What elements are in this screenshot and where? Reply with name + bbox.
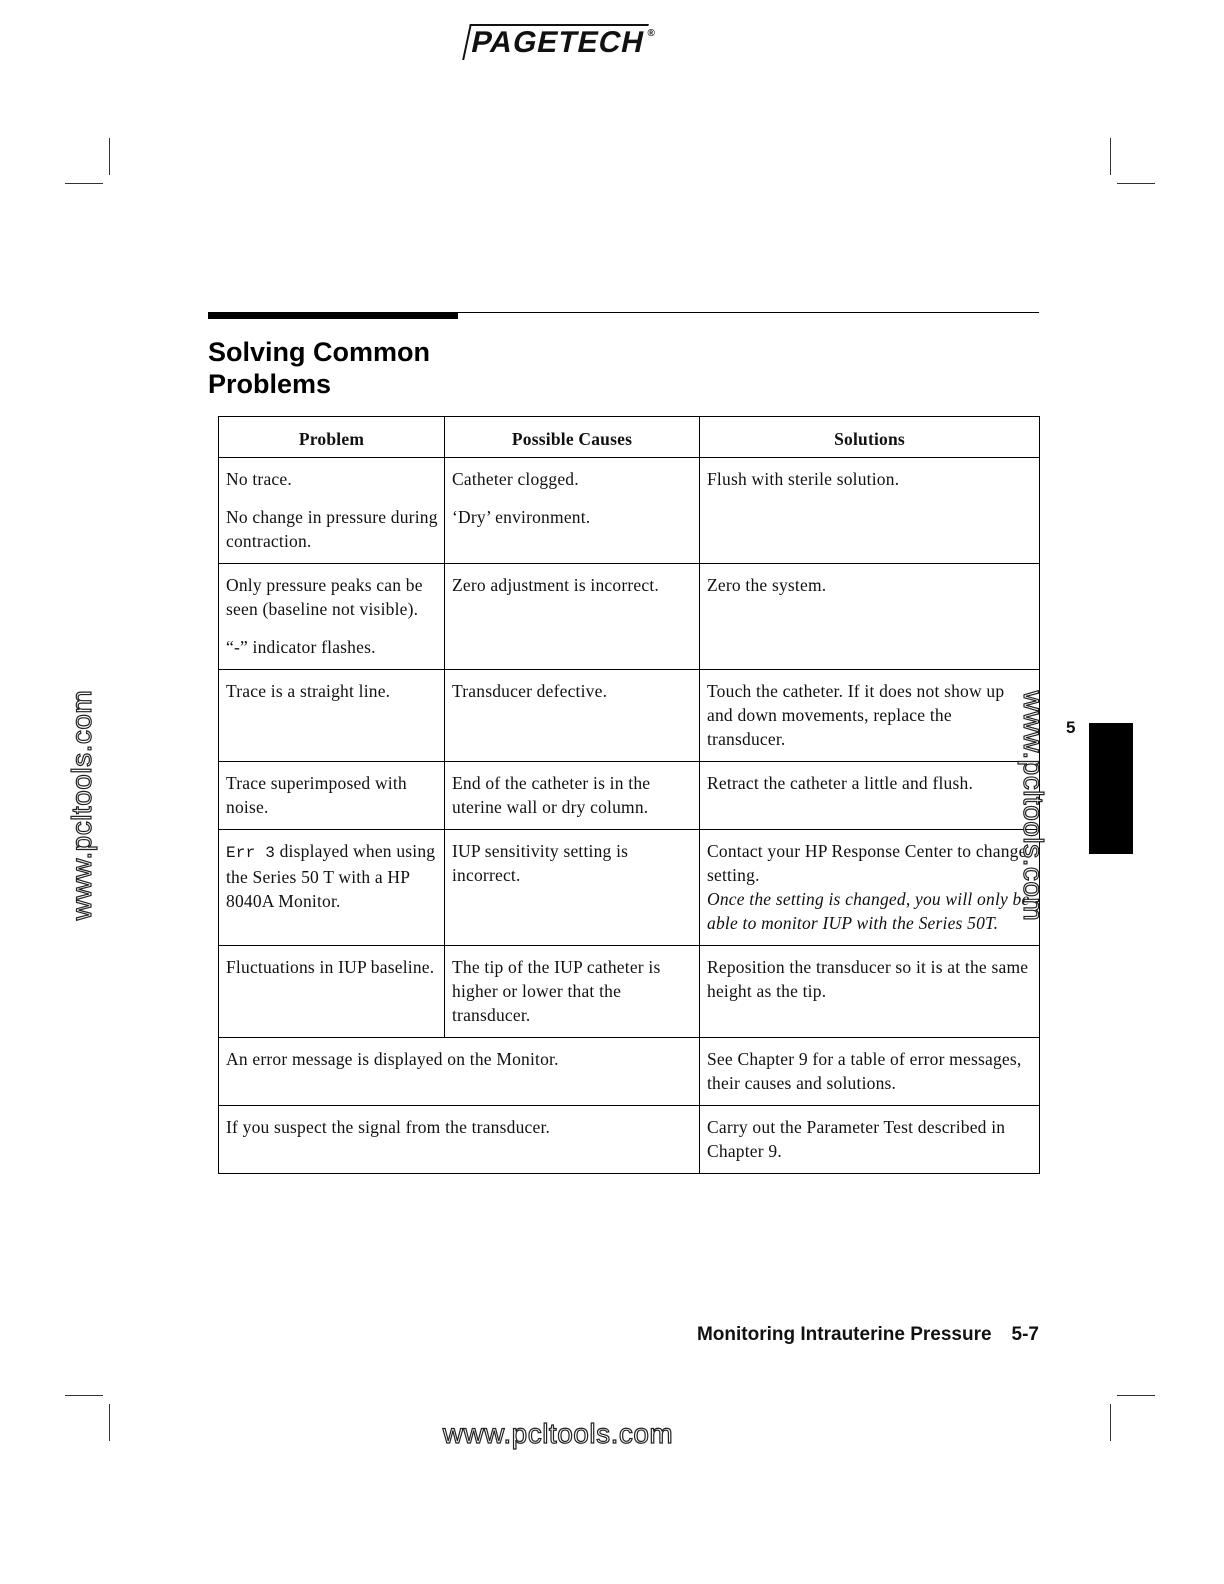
solution-cell (700, 1038, 1040, 1106)
chapter-tab-number: 5 (1066, 718, 1076, 737)
crop-mark (109, 1404, 110, 1441)
table-row (219, 830, 1040, 946)
solution-text: Carry out the Parameter Test described in Chapter 9. (707, 1117, 1006, 1161)
pagetech-logo (466, 24, 666, 68)
section-rule-thick (208, 312, 458, 319)
merged-problem-cell (219, 1038, 700, 1106)
cause-text: Zero adjustment is incorrect. (452, 575, 659, 595)
cause-text: Catheter clogged. (452, 469, 579, 489)
solution-cell (700, 458, 1040, 564)
problem-text (226, 839, 438, 913)
table-row (219, 458, 1040, 564)
troubleshooting-table (218, 416, 1040, 1174)
cause-cell (445, 762, 700, 830)
solution-cell (700, 762, 1040, 830)
cause-text: End of the catheter is in the uterine wall or dry column. (452, 773, 651, 817)
solution-cell (700, 1106, 1040, 1174)
chapter-thumb-tab (1089, 723, 1133, 854)
section-title-line2: Problems (208, 369, 332, 399)
cause-cell (445, 670, 700, 762)
merged-problem-cell (219, 1106, 700, 1174)
table-header-row (219, 417, 1040, 458)
solution-cell (700, 946, 1040, 1038)
table-row (219, 670, 1040, 762)
problem-text: Fluctuations in IUP baseline. (226, 957, 435, 977)
cause-cell (445, 830, 700, 946)
table-row (219, 946, 1040, 1038)
logo-text: PAGETECH (462, 24, 649, 60)
column-header-solutions: Solutions (700, 417, 1040, 458)
crop-mark (65, 183, 103, 184)
solution-cell (700, 830, 1040, 946)
problem-cell (219, 830, 445, 946)
crop-mark (1117, 1395, 1155, 1396)
problem-cell (219, 564, 445, 670)
crop-mark (1110, 138, 1111, 175)
solution-text: Contact your HP Response Center to change setting. (707, 841, 1027, 885)
solution-text: Reposition the transducer so it is at the same height as the tip. (707, 957, 1029, 1001)
footer-page-number: 5-7 (1011, 1324, 1039, 1345)
cause-text: IUP sensitivity setting is incorrect. (452, 841, 629, 885)
problem-cell (219, 670, 445, 762)
table-row (219, 1038, 1040, 1106)
solution-cell (700, 670, 1040, 762)
watermark-right: www.pcltools.com (1018, 690, 1049, 922)
problem-cell (219, 762, 445, 830)
cause-cell (445, 946, 700, 1038)
watermark-bottom: www.pcltools.com (442, 1418, 674, 1449)
crop-mark (1110, 1404, 1111, 1441)
problem-text: No trace. (226, 469, 292, 489)
problem-text: No change in pressure during contraction. (226, 507, 438, 551)
problem-text: Only pressure peaks can be seen (baseline not visible). (226, 575, 423, 619)
logo-registered-mark: ® (647, 28, 656, 39)
column-header-causes: Possible Causes (445, 417, 700, 458)
crop-mark (1117, 183, 1155, 184)
error-code: Err 3 (226, 844, 276, 862)
problem-cell (219, 946, 445, 1038)
solution-text: Zero the system. (707, 575, 827, 595)
table-row (219, 762, 1040, 830)
problem-text: Trace superimposed with noise. (226, 773, 407, 817)
watermark-left: www.pcltools.com (66, 689, 97, 921)
column-header-problem: Problem (219, 417, 445, 458)
cause-cell (445, 564, 700, 670)
problem-text: An error message is displayed on the Monitor. (226, 1049, 559, 1069)
cause-cell (445, 458, 700, 564)
solution-text: Flush with sterile solution. (707, 469, 900, 489)
cause-text: ‘Dry’ environment. (452, 507, 591, 527)
page-footer (697, 1324, 1039, 1346)
section-title (208, 336, 430, 400)
cause-text: Transducer defective. (452, 681, 608, 701)
problem-text-rest: displayed when using the Series 50 T with a HP 8040A Monitor. (226, 841, 436, 911)
problem-text: If you suspect the signal from the transducer. (226, 1117, 551, 1137)
problem-cell (219, 458, 445, 564)
solution-text: Retract the catheter a little and flush. (707, 773, 974, 793)
footer-chapter-title: Monitoring Intrauterine Pressure (696, 1324, 992, 1345)
cause-text: The tip of the IUP catheter is higher or lower that the transducer. (452, 957, 661, 1025)
table-row (219, 1106, 1040, 1174)
problem-text: Trace is a straight line. (226, 681, 391, 701)
table-row (219, 564, 1040, 670)
solution-cell (700, 564, 1040, 670)
crop-mark (109, 138, 110, 175)
solution-note: Once the setting is changed, you will only be able to monitor IUP with the Series 50T. (707, 889, 1030, 933)
section-title-line1: Solving Common (208, 337, 430, 367)
problem-text: “-” indicator flashes. (226, 637, 376, 657)
crop-mark (65, 1395, 103, 1396)
solution-text: See Chapter 9 for a table of error messages, their causes and solutions. (707, 1049, 1022, 1093)
solution-text: Touch the catheter. If it does not show up and down movements, replace the transducer. (707, 681, 1005, 749)
section-rule-thin (458, 312, 1039, 313)
